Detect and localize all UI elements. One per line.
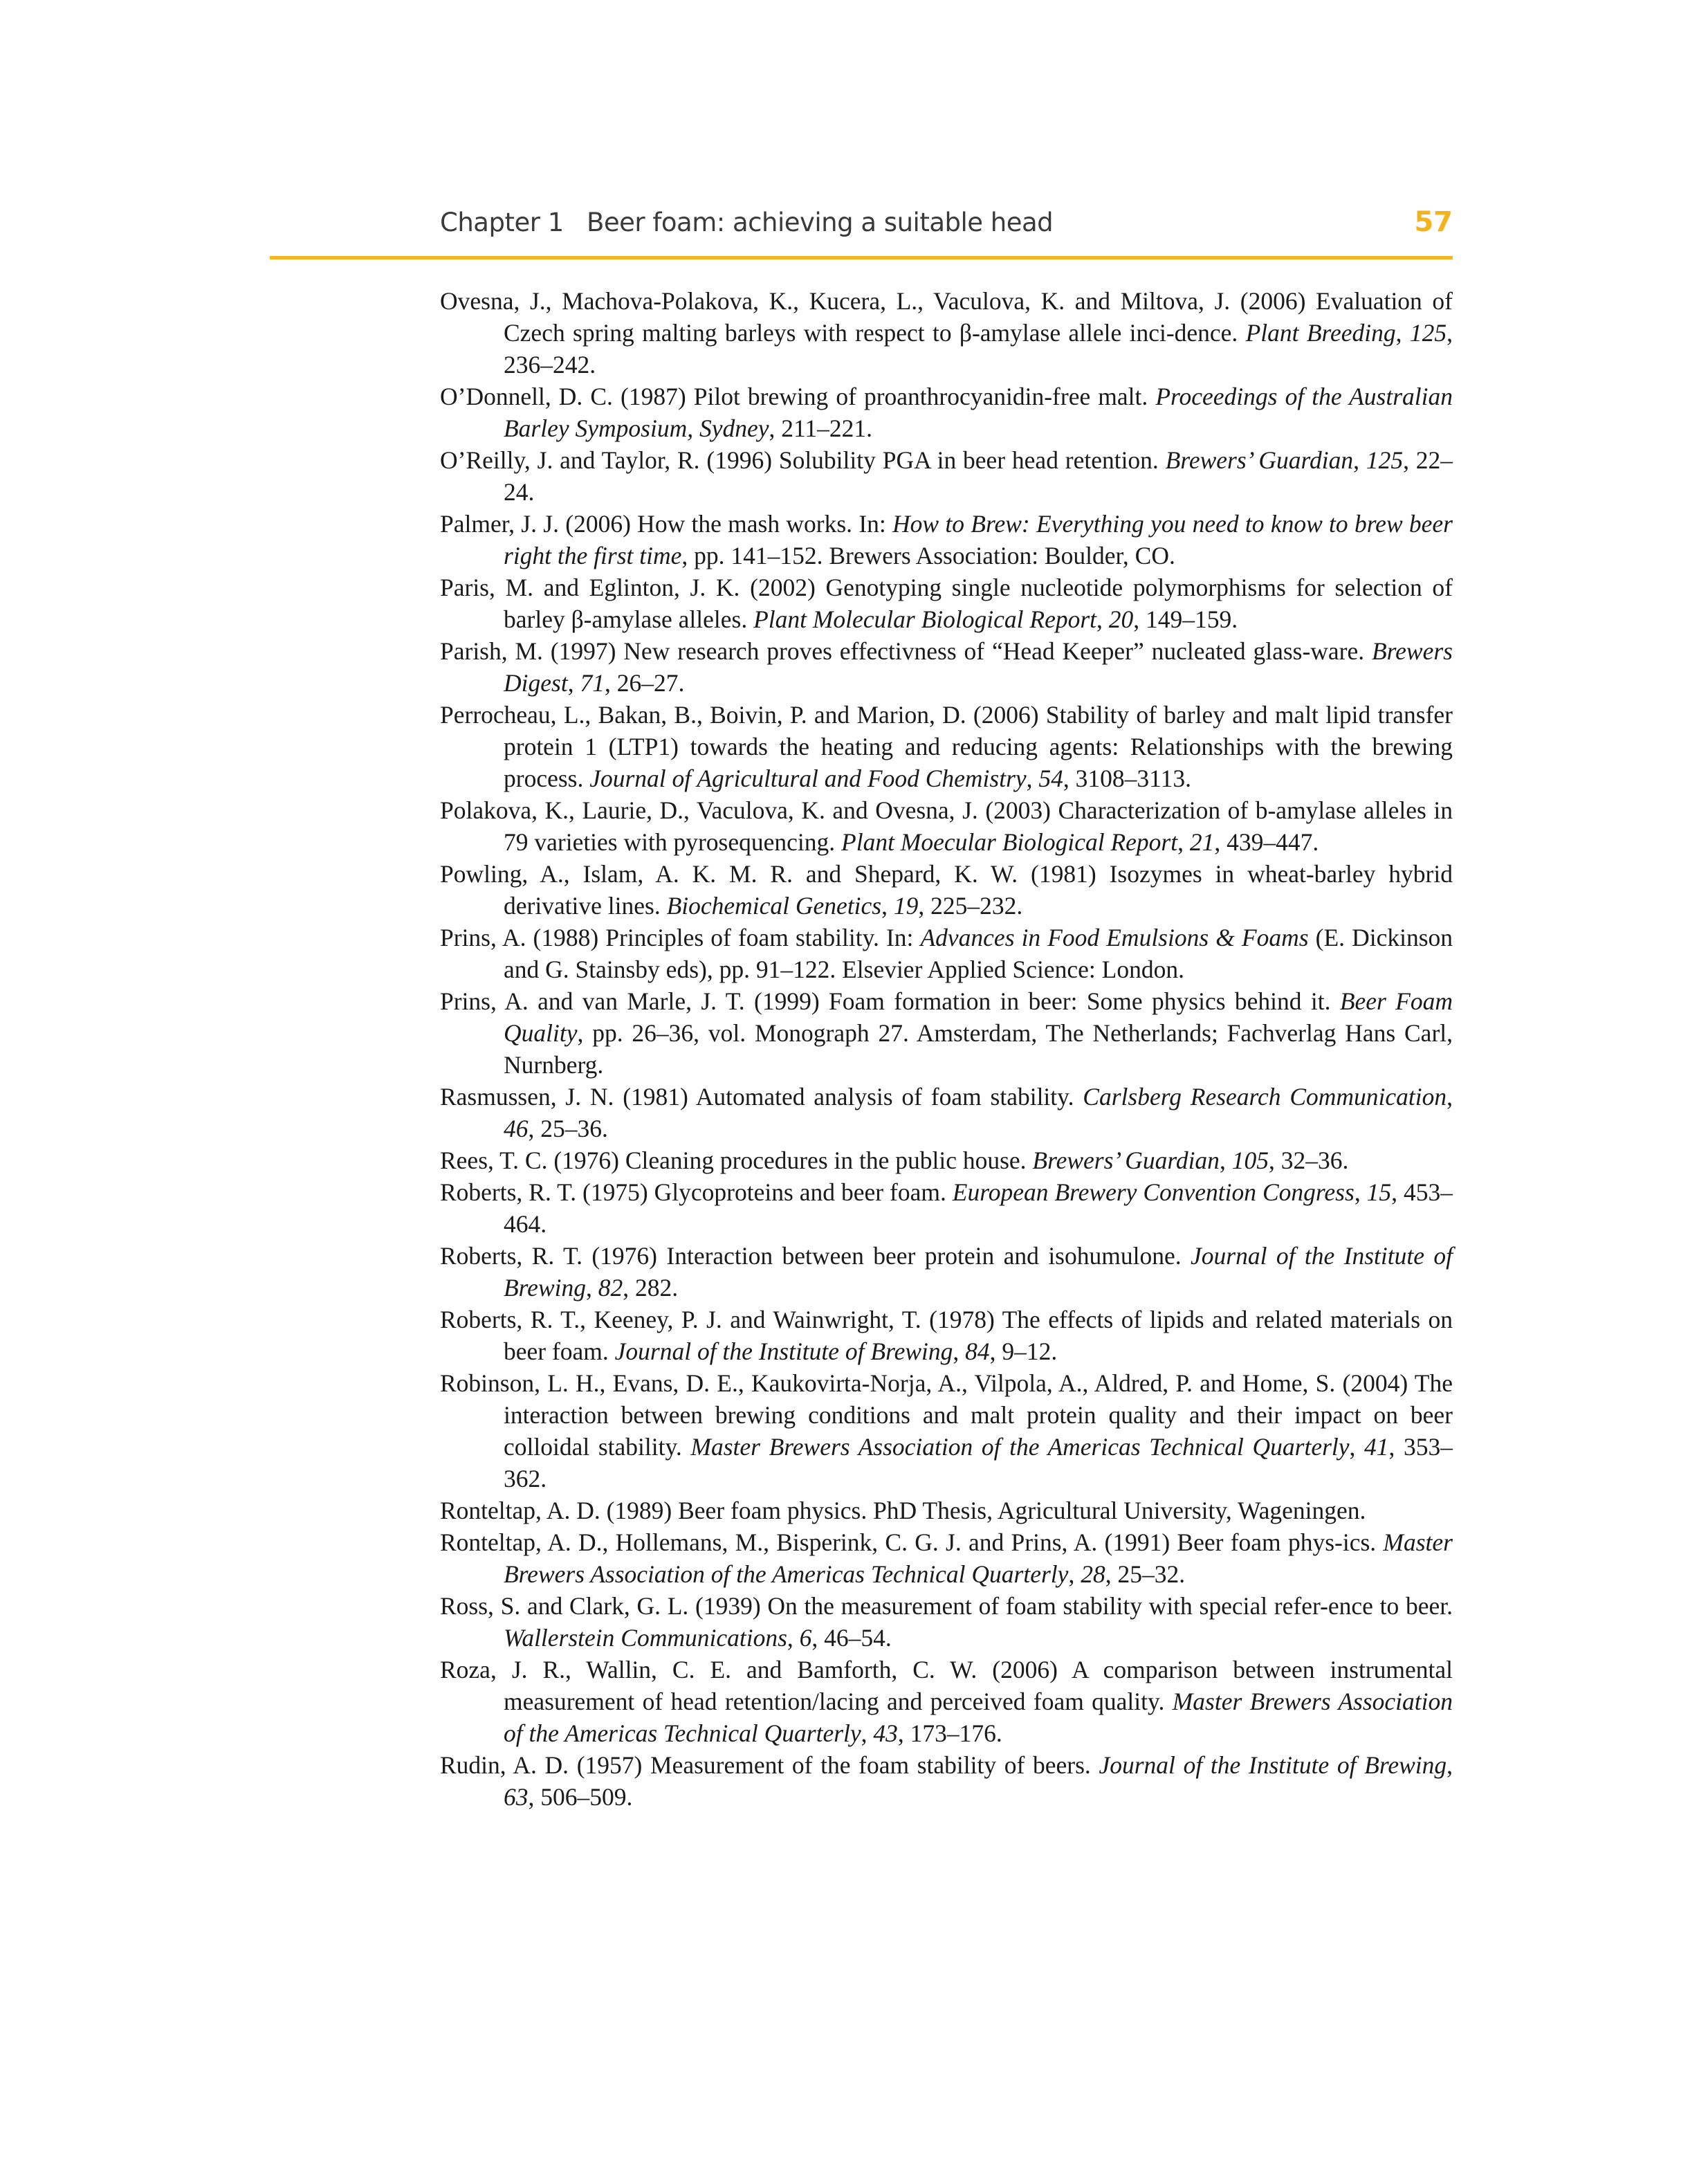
reference-text: Robinson, L. H., Evans, D. E., Kaukovirta-Norja, A., Vilpola, A., Aldred, P. and Home, S. (2004) The interaction between brewing conditions and malt protein quality and their impact on beer colloidal stability. [440, 1369, 1453, 1461]
reference-entry [440, 922, 1453, 985]
reference-text: Perrocheau, L., Bakan, B., Boivin, P. and Marion, D. (2006) Stability of barley and malt lipid transfer protein 1 (LTP1) towards the heating and reducing agents: Relationships with the brewing process. [440, 701, 1453, 792]
reference-entry [440, 1144, 1453, 1176]
reference-journal: Beer Foam Quality [504, 987, 1453, 1047]
reference-separator: , [881, 892, 894, 920]
reference-volume: 105 [1231, 1147, 1269, 1174]
reference-entry [440, 699, 1453, 794]
reference-volume: 20 [1108, 605, 1134, 633]
reference-text: Rasmussen, J. N. (1981) Automated analysis of foam stability. [440, 1083, 1083, 1111]
reference-entry [440, 1304, 1453, 1367]
reference-separator: , [567, 669, 580, 697]
running-head [440, 205, 1453, 246]
reference-entry [440, 794, 1453, 858]
page-number: 57 [1414, 206, 1453, 238]
reference-pages: , 453–464. [504, 1178, 1453, 1238]
reference-volume: 63 [504, 1783, 529, 1811]
reference-pages: , 3108–3113. [1063, 765, 1191, 792]
reference-separator: , [1395, 319, 1410, 347]
reference-journal: Plant Moecular Biological Report [841, 828, 1178, 856]
reference-text: Prins, A. and van Marle, J. T. (1999) Foam formation in beer: Some physics behind it. [440, 987, 1340, 1015]
reference-pages: , pp. 26–36, vol. Monograph 27. Amsterdam, The Netherlands; Fachverlag Hans Carl, Nurnberg. [504, 1019, 1453, 1079]
reference-separator: , [1447, 1083, 1453, 1111]
reference-pages: , 211–221. [769, 414, 873, 442]
reference-pages: , 506–509. [528, 1783, 633, 1811]
reference-entry [440, 444, 1453, 508]
reference-journal: Master Brewers Association of the Americas Technical Quarterly [504, 1688, 1453, 1747]
reference-entry [440, 1526, 1453, 1590]
reference-volume: 43 [873, 1719, 898, 1747]
reference-separator: , [1096, 605, 1109, 633]
reference-pages: , 26–27. [604, 669, 685, 697]
reference-separator: , [1219, 1147, 1232, 1174]
reference-pages: , 46–54. [811, 1624, 892, 1652]
reference-text: Ovesna, J., Machova-Polakova, K., Kucera, L., Vaculova, K. and Miltova, J. (2006) Evaluation of Czech spring malting barleys with respect to β-amylase allele inci-dence. [440, 287, 1453, 347]
reference-entry [440, 508, 1453, 572]
reference-pages: (E. Dickinson and G. Stainsby eds), pp. 91–122. Elsevier Applied Science: London. [504, 924, 1453, 983]
reference-text: Roberts, R. T., Keeney, P. J. and Wainwright, T. (1978) The effects of lipids and related materials on beer foam. [440, 1306, 1453, 1365]
reference-entry [440, 858, 1453, 922]
reference-journal: Plant Breeding [1245, 319, 1396, 347]
reference-volume: 41 [1364, 1433, 1389, 1461]
reference-text: Rees, T. C. (1976) Cleaning procedures in the public house. [440, 1147, 1033, 1174]
reference-journal: Wallerstein Communications [504, 1624, 787, 1652]
reference-pages: , 9–12. [989, 1337, 1058, 1365]
reference-journal: Biochemical Genetics [666, 892, 882, 920]
reference-volume: 19 [893, 892, 919, 920]
reference-text: Ronteltap, A. D. (1989) Beer foam physics. PhD Thesis, Agricultural University, Wageningen. [440, 1497, 1366, 1524]
reference-volume: 21 [1189, 828, 1215, 856]
reference-text: Paris, M. and Eglinton, J. K. (2002) Genotyping single nucleotide polymorphisms for selection of barley β-amylase alleles. [440, 574, 1453, 633]
reference-pages: , 225–232. [918, 892, 1023, 920]
reference-text: Roberts, R. T. (1976) Interaction between beer protein and isohumulone. [440, 1242, 1191, 1270]
reference-pages: , 439–447. [1214, 828, 1319, 856]
reference-journal: Journal of the Institute of Brewing [614, 1337, 953, 1365]
reference-journal: Brewers Digest [504, 637, 1453, 697]
reference-journal: Plant Molecular Biological Report [753, 605, 1097, 633]
reference-separator: , [1354, 1178, 1367, 1206]
reference-journal: How to Brew: Everything you need to know to brew beer right the first time [504, 510, 1453, 569]
reference-separator: , [1068, 1560, 1081, 1588]
reference-entry [440, 1081, 1453, 1144]
reference-text: O’Reilly, J. and Taylor, R. (1996) Solubility PGA in beer head retention. [440, 446, 1166, 474]
reference-pages: , 282. [623, 1274, 679, 1301]
reference-volume: 71 [580, 669, 605, 697]
header-rule [270, 256, 1453, 259]
reference-separator: , [861, 1719, 874, 1747]
reference-separator: , [953, 1337, 966, 1365]
reference-separator: , [787, 1624, 800, 1652]
reference-journal: Master Brewers Association of the Americas Technical Quarterly [504, 1528, 1453, 1588]
reference-volume: 46 [504, 1115, 529, 1142]
reference-pages: , 236–242. [504, 319, 1453, 378]
reference-journal: Brewers’ Guardian [1165, 446, 1354, 474]
reference-journal: Journal of the Institute of Brewing [1099, 1751, 1447, 1779]
reference-journal: Carlsberg Research Communication [1083, 1083, 1447, 1111]
reference-volume: 15 [1366, 1178, 1392, 1206]
reference-entry [440, 985, 1453, 1081]
reference-journal: Journal of the Institute of Brewing [504, 1242, 1453, 1301]
chapter-title: Beer foam: achieving a suitable head [587, 208, 1054, 237]
reference-pages: , 149–159. [1133, 605, 1238, 633]
reference-entry [440, 381, 1453, 444]
reference-text: Palmer, J. J. (2006) How the mash works. In: [440, 510, 893, 538]
reference-volume: 54 [1038, 765, 1063, 792]
reference-separator: , [1447, 1751, 1453, 1779]
reference-volume: 84 [965, 1337, 990, 1365]
reference-entry [440, 635, 1453, 699]
reference-entry [440, 1495, 1453, 1526]
reference-pages: , 25–36. [528, 1115, 608, 1142]
reference-text: Ross, S. and Clark, G. L. (1939) On the measurement of foam stability with special refer-ence to beer. [440, 1592, 1453, 1620]
reference-text: Powling, A., Islam, A. K. M. R. and Shepard, K. W. (1981) Isozymes in wheat-barley hybrid derivative lines. [440, 860, 1453, 920]
reference-journal: Proceedings of the Australian Barley Symposium, Sydney [504, 383, 1453, 442]
reference-pages: , 173–176. [897, 1719, 1002, 1747]
reference-journal: Journal of Agricultural and Food Chemistry [589, 765, 1027, 792]
reference-entry [440, 1590, 1453, 1654]
reference-pages: , 32–36. [1268, 1147, 1349, 1174]
chapter-label: Chapter 1 [440, 208, 564, 237]
reference-separator: , [585, 1274, 598, 1301]
reference-separator: , [1353, 446, 1366, 474]
reference-text: Parish, M. (1997) New research proves effectivness of “Head Keeper” nucleated glass-ware. [440, 637, 1372, 665]
reference-list [440, 285, 1453, 1813]
reference-journal: Advances in Food Emulsions & Foams [920, 924, 1309, 951]
reference-entry [440, 572, 1453, 635]
reference-journal: Brewers’ Guardian [1032, 1147, 1220, 1174]
reference-text: Roberts, R. T. (1975) Glycoproteins and beer foam. [440, 1178, 953, 1206]
reference-separator: , [1026, 765, 1039, 792]
reference-journal: European Brewery Convention Congress [952, 1178, 1355, 1206]
reference-text: Rudin, A. D. (1957) Measurement of the foam stability of beers. [440, 1751, 1099, 1779]
reference-text: Prins, A. (1988) Principles of foam stability. In: [440, 924, 921, 951]
reference-pages: , 25–32. [1105, 1560, 1186, 1588]
reference-separator: , [1177, 828, 1190, 856]
reference-volume: 82 [598, 1274, 623, 1301]
reference-pages: , 22–24. [504, 446, 1453, 506]
reference-volume: 125 [1409, 319, 1447, 347]
reference-volume: 28 [1081, 1560, 1105, 1588]
reference-entry [440, 285, 1453, 381]
reference-separator: , [1349, 1433, 1365, 1461]
reference-pages: , 353–362. [504, 1433, 1453, 1492]
reference-entry [440, 1367, 1453, 1495]
reference-pages: , pp. 141–152. Brewers Association: Boulder, CO. [681, 542, 1175, 569]
reference-entry [440, 1749, 1453, 1813]
reference-volume: 6 [799, 1624, 812, 1652]
reference-entry [440, 1240, 1453, 1304]
reference-entry [440, 1654, 1453, 1749]
reference-entry [440, 1176, 1453, 1240]
reference-text: Ronteltap, A. D., Hollemans, M., Bisperink, C. G. J. and Prins, A. (1991) Beer foam phys-ics. [440, 1528, 1384, 1556]
reference-journal: Master Brewers Association of the Americas Technical Quarterly [690, 1433, 1350, 1461]
reference-volume: 125 [1366, 446, 1404, 474]
reference-text: Polakova, K., Laurie, D., Vaculova, K. and Ovesna, J. (2003) Characterization of b-amylase alleles in 79 varieties with pyrosequencing. [440, 796, 1453, 856]
reference-text: O’Donnell, D. C. (1987) Pilot brewing of proanthrocyanidin-free malt. [440, 383, 1156, 410]
reference-text: Roza, J. R., Wallin, C. E. and Bamforth, C. W. (2006) A comparison between instrumental measurement of head retention/lacing and perceived foam quality. [440, 1656, 1453, 1715]
